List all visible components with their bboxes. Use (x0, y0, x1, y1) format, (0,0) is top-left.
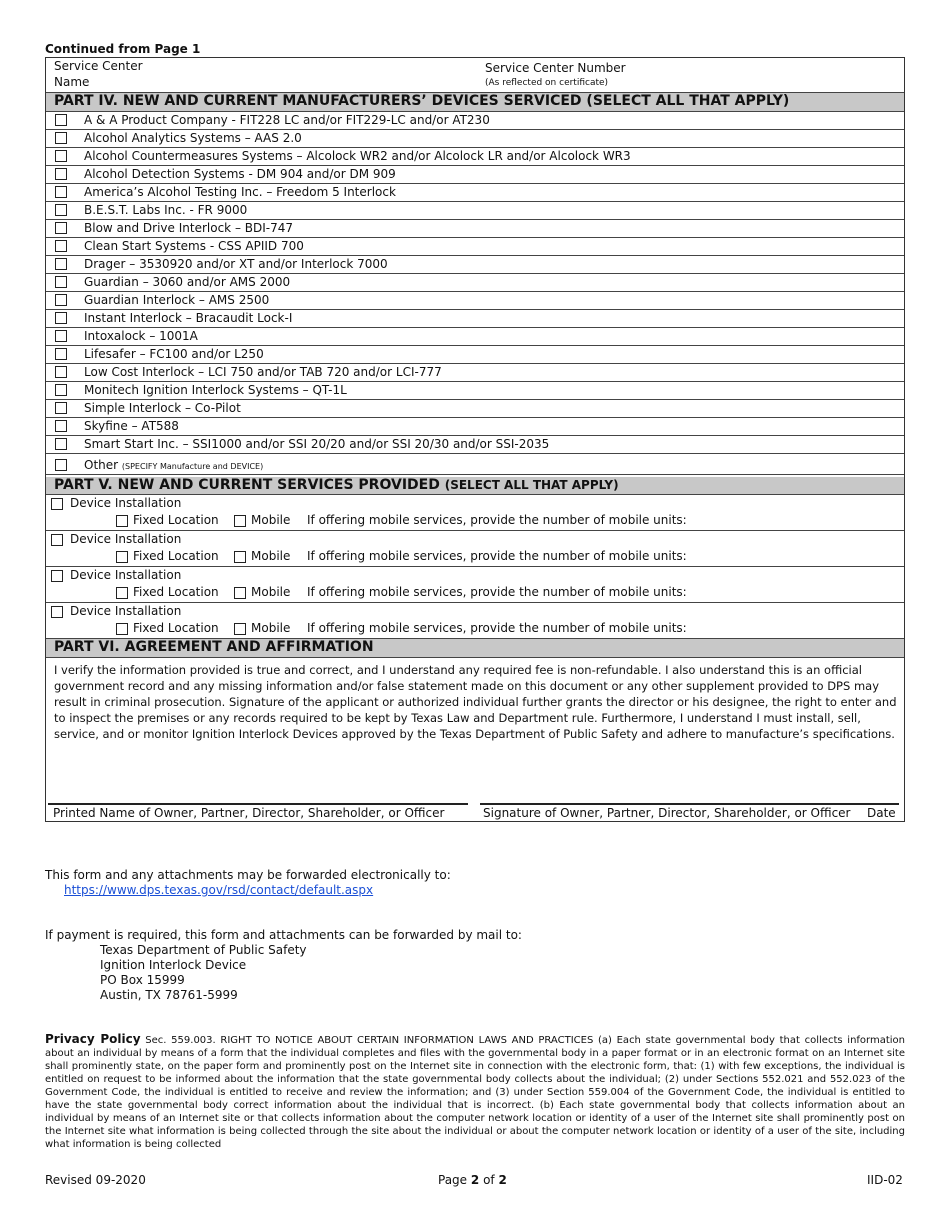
device-checkbox[interactable] (55, 258, 67, 270)
fixed-location-label: Fixed Location (133, 513, 219, 527)
device-checkbox[interactable] (55, 294, 67, 306)
mobile-checkbox[interactable] (234, 515, 246, 527)
dps-contact-link[interactable]: https://www.dps.texas.gov/rsd/contact/default.aspx (64, 883, 374, 897)
affirmation-text: I verify the information provided is true and correct, and I understand any required fee is non-refundable. I also understand this is an official government record and any missing information and/or false statement made on this document or any other supplement provided to DPS may result in criminal prosecution. Signature of the applicant or authorized individual further grants the director or his designee, the right to enter and to inspect the premises or any records required to be kept by Texas Law and Department rule. Furthermore, I understand I must install, sell, service, and or monitor Ignition Interlock Devices approved by the Texas Department of Public Safety and adhere to manufacture’s specifications. (54, 663, 897, 741)
service-center-number-label: Service Center Number (485, 61, 626, 75)
mobile-units-note: If offering mobile services, provide the number of mobile units: (307, 549, 687, 563)
device-installation-checkbox[interactable] (51, 606, 63, 618)
device-installation-label: Device Installation (70, 568, 182, 582)
part4-item (46, 148, 904, 166)
part4-item (46, 382, 904, 400)
device-installation-checkbox[interactable] (51, 498, 63, 510)
device-checkbox[interactable] (55, 402, 67, 414)
part4-item-other (46, 457, 904, 475)
privacy-text: Sec. 559.003. RIGHT TO NOTICE ABOUT CERTAIN INFORMATION LAWS AND PRACTICES (a) Each state governmental body that collects information about an individual by means of a form that the individual completes and files with the governmental body in a paper format or in an electronic format on an Internet site shall prominently state, on the paper form and prominently post on the Internet site in connection with the electronic form, that: (1) with few exceptions, the individual is entitled on request to be informed about the information that the state governmental body collects about the individual; (2) under Sections 552.021 and 552.023 of the Government Code, the individual is entitled to receive and review the information; and (3) under Section 559.004 of the Government Code, the individual is entitled to have the state governmental body correct information about the individual that is incorrect. (b) Each state governmental body that collects information about an individual by means of an Internet site or that collects information about the computer network location or identity of a user of the Internet site shall prominently post on the Internet site what information is being collected through the site about the individual or about the computer network location or identity of a user of the site, including what information is being collected (45, 1035, 906, 1150)
mobile-units-note: If offering mobile services, provide the number of mobile units: (307, 513, 687, 527)
mail-forward-text: If payment is required, this form and attachments can be forwarded by mail to: (45, 928, 522, 942)
other-checkbox[interactable] (55, 459, 67, 471)
part4-item (46, 202, 904, 220)
part4-item (46, 418, 904, 436)
mobile-checkbox[interactable] (234, 623, 246, 635)
part4-item (46, 166, 904, 184)
device-label: Clean Start Systems - CSS APIID 700 (84, 239, 304, 253)
fixed-location-checkbox[interactable] (116, 551, 128, 563)
fixed-location-label: Fixed Location (133, 621, 219, 635)
part4-item (46, 238, 904, 256)
page-total: 2 (498, 1173, 507, 1187)
part6-title: PART VI. AGREEMENT AND AFFIRMATION (54, 639, 374, 655)
date-label: Date (867, 806, 896, 820)
device-label: Monitech Ignition Interlock Systems – QT-1L (84, 383, 347, 397)
device-checkbox[interactable] (55, 420, 67, 432)
address-line: PO Box 15999 (100, 973, 185, 987)
device-label: A & A Product Company - FIT228 LC and/or FIT229-LC and/or AT230 (84, 113, 490, 127)
printed-name-line[interactable] (48, 803, 468, 805)
privacy-title: Privacy Policy (45, 1032, 141, 1046)
mobile-units-note: If offering mobile services, provide the number of mobile units: (307, 621, 687, 635)
device-label: Alcohol Analytics Systems – AAS 2.0 (84, 131, 302, 145)
part5-title: PART V. NEW AND CURRENT SERVICES PROVIDED (54, 477, 440, 493)
service-center-name-label: Service Center (54, 59, 143, 73)
fixed-location-checkbox[interactable] (116, 515, 128, 527)
device-label: Intoxalock – 1001A (84, 329, 198, 343)
service-center-name-label-2: Name (54, 75, 90, 89)
page-number (438, 1173, 507, 1187)
signature-line[interactable] (480, 803, 899, 805)
device-checkbox[interactable] (55, 168, 67, 180)
device-installation-label: Device Installation (70, 604, 182, 618)
device-label: Blow and Drive Interlock – BDI-747 (84, 221, 293, 235)
form-frame (45, 57, 905, 822)
mobile-label: Mobile (251, 621, 291, 635)
device-checkbox[interactable] (55, 276, 67, 288)
device-checkbox[interactable] (55, 114, 67, 126)
device-checkbox[interactable] (55, 384, 67, 396)
device-checkbox[interactable] (55, 348, 67, 360)
part4-item (46, 310, 904, 328)
mail-address (100, 943, 307, 1003)
address-line: Ignition Interlock Device (100, 958, 247, 972)
service-row (46, 531, 904, 567)
device-label: Guardian Interlock – AMS 2500 (84, 293, 270, 307)
mobile-checkbox[interactable] (234, 551, 246, 563)
device-label: Guardian – 3060 and/or AMS 2000 (84, 275, 291, 289)
part4-item (46, 220, 904, 238)
service-row (46, 567, 904, 603)
page-prefix: Page (438, 1173, 468, 1187)
form-id: IID-02 (867, 1173, 903, 1187)
electronic-forward-text: This form and any attachments may be forwarded electronically to: (45, 868, 451, 882)
device-checkbox[interactable] (55, 366, 67, 378)
device-label: Drager – 3530920 and/or XT and/or Interlock 7000 (84, 257, 388, 271)
mobile-label: Mobile (251, 585, 291, 599)
mobile-units-note: If offering mobile services, provide the number of mobile units: (307, 585, 687, 599)
address-line: Texas Department of Public Safety (100, 943, 307, 957)
device-label: Instant Interlock – Bracaudit Lock-I (84, 311, 293, 325)
service-center-row (46, 58, 904, 93)
device-label: B.E.S.T. Labs Inc. - FR 9000 (84, 203, 248, 217)
device-checkbox[interactable] (55, 240, 67, 252)
page-of: of (483, 1173, 495, 1187)
revised-date: Revised 09-2020 (45, 1173, 146, 1187)
device-installation-checkbox[interactable] (51, 570, 63, 582)
device-label: Low Cost Interlock – LCI 750 and/or TAB 720 and/or LCI-777 (84, 365, 442, 379)
part4-item (46, 346, 904, 364)
device-checkbox[interactable] (55, 438, 67, 450)
part4-header (46, 93, 904, 112)
device-installation-label: Device Installation (70, 532, 182, 546)
device-checkbox[interactable] (55, 330, 67, 342)
device-label: Alcohol Detection Systems - DM 904 and/or DM 909 (84, 167, 396, 181)
address-line: Austin, TX 78761-5999 (100, 988, 238, 1002)
part5-header (46, 477, 904, 495)
part5-title-suffix: (SELECT ALL THAT APPLY) (444, 478, 619, 492)
device-checkbox[interactable] (55, 150, 67, 162)
part4-item (46, 184, 904, 202)
mobile-label: Mobile (251, 549, 291, 563)
device-checkbox[interactable] (55, 186, 67, 198)
part4-item (46, 328, 904, 346)
part4-item (46, 364, 904, 382)
part4-item (46, 274, 904, 292)
device-installation-checkbox[interactable] (51, 534, 63, 546)
part4-item (46, 436, 904, 454)
printed-name-label: Printed Name of Owner, Partner, Director, Shareholder, or Officer (53, 806, 445, 820)
device-label: Skyfine – AT588 (84, 419, 179, 433)
mobile-checkbox[interactable] (234, 587, 246, 599)
part4-item (46, 130, 904, 148)
device-label: Alcohol Countermeasures Systems – Alcolock WR2 and/or Alcolock LR and/or Alcolock WR3 (84, 149, 631, 163)
device-installation-label: Device Installation (70, 496, 182, 510)
other-note: (SPECIFY Manufacture and DEVICE) (121, 462, 264, 471)
service-center-number-note: (As reflected on certificate) (485, 78, 609, 88)
device-checkbox[interactable] (55, 132, 67, 144)
signature-label: Signature of Owner, Partner, Director, Shareholder, or Officer (483, 806, 851, 820)
mobile-label: Mobile (251, 513, 291, 527)
part6-header (46, 639, 904, 658)
device-checkbox[interactable] (55, 312, 67, 324)
continued-label: Continued from Page 1 (45, 42, 201, 56)
part4-item (46, 292, 904, 310)
part4-item (46, 400, 904, 418)
fixed-location-checkbox[interactable] (116, 587, 128, 599)
page-current: 2 (470, 1173, 480, 1187)
device-label: America’s Alcohol Testing Inc. – Freedom 5 Interlock (84, 185, 396, 199)
part4-item (46, 256, 904, 274)
fixed-location-checkbox[interactable] (116, 623, 128, 635)
device-label: Smart Start Inc. – SSI1000 and/or SSI 20/20 and/or SSI 20/30 and/or SSI-2035 (84, 437, 550, 451)
device-label: Lifesafer – FC100 and/or L250 (84, 347, 264, 361)
fixed-location-label: Fixed Location (133, 549, 219, 563)
device-checkbox[interactable] (55, 204, 67, 216)
device-label: Simple Interlock – Co-Pilot (84, 401, 241, 415)
fixed-location-label: Fixed Location (133, 585, 219, 599)
privacy-policy (45, 1033, 905, 1151)
part4-item (46, 112, 904, 130)
other-label: Other (84, 458, 119, 472)
service-row (46, 603, 904, 639)
service-row (46, 495, 904, 531)
part4-title: PART IV. NEW AND CURRENT MANUFACTURERS’ DEVICES SERVICED (SELECT ALL THAT APPLY) (54, 93, 790, 109)
device-checkbox[interactable] (55, 222, 67, 234)
